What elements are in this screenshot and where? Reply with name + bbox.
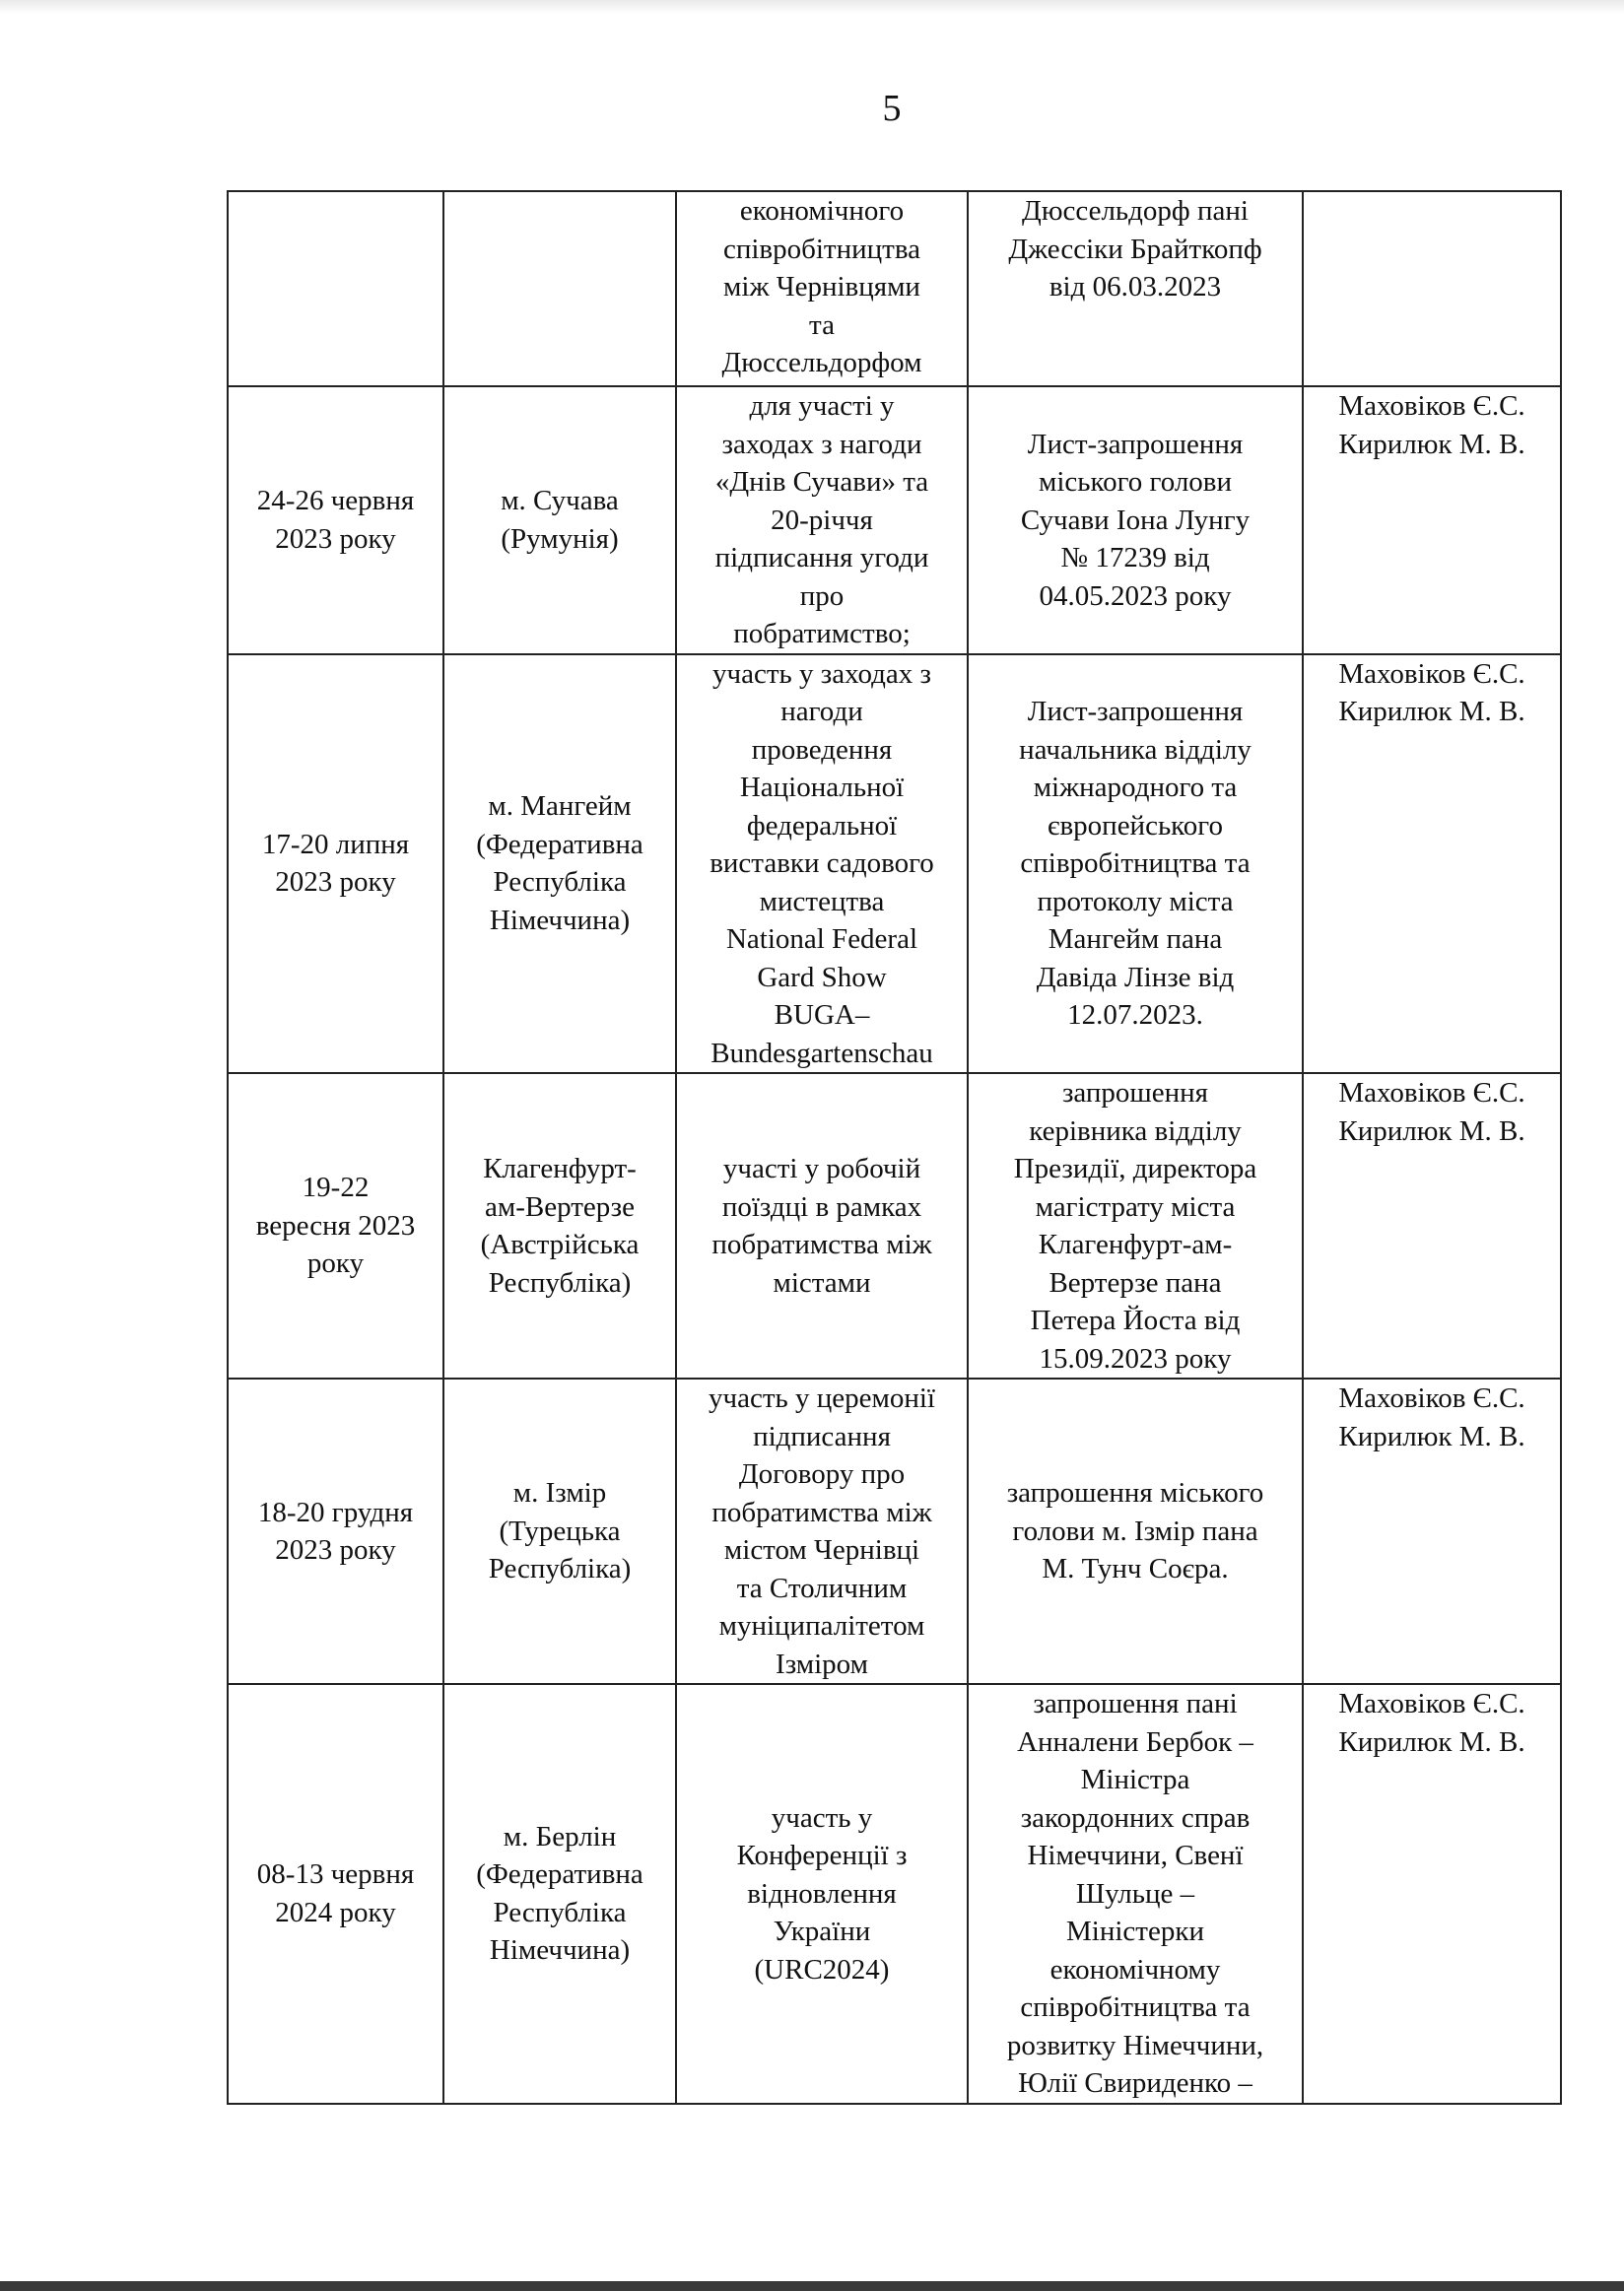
persons-cell: Маховіков Є.С. Кирилюк М. В. bbox=[1303, 1379, 1561, 1684]
table-row bbox=[228, 1684, 1561, 2104]
purpose-cell: участі у робочій поїздці в рамках побратимства між містами bbox=[676, 1073, 968, 1379]
persons-cell: Маховіков Є.С. Кирилюк М. В. bbox=[1303, 1684, 1561, 2104]
basis-cell: запрошення міського голови м. Ізмір пана М. Тунч Соєра. bbox=[968, 1379, 1303, 1684]
table-row bbox=[228, 1073, 1561, 1379]
date-cell: 19-22 вересня 2023 року bbox=[228, 1073, 443, 1379]
persons-cell: Маховіков Є.С. Кирилюк М. В. bbox=[1303, 1073, 1561, 1379]
place-cell bbox=[443, 191, 676, 386]
page-number: 5 bbox=[882, 88, 902, 129]
visits-table bbox=[227, 190, 1562, 2105]
table-row bbox=[228, 654, 1561, 1074]
date-cell: 18-20 грудня 2023 року bbox=[228, 1379, 443, 1684]
place-cell: Клагенфурт- ам-Вертерзе (Австрійська Республіка) bbox=[443, 1073, 676, 1379]
date-cell: 17-20 липня 2023 року bbox=[228, 654, 443, 1074]
basis-cell: запрошення пані Анналени Бербок – Міністра закордонних справ Німеччини, Свенї Шульце – Міністерки економічному співробітництва та розвитку Німеччини, Юлії Свириденко – bbox=[968, 1684, 1303, 2104]
date-cell: 08-13 червня 2024 року bbox=[228, 1684, 443, 2104]
table-row bbox=[228, 1379, 1561, 1684]
scan-edge-bottom bbox=[0, 2281, 1624, 2291]
basis-cell: Лист-запрошення міського голови Сучави Іона Лунгу № 17239 від 04.05.2023 року bbox=[968, 386, 1303, 654]
table-row bbox=[228, 386, 1561, 654]
basis-cell: Дюссельдорф пані Джессіки Брайткопф від 06.03.2023 bbox=[968, 191, 1303, 386]
place-cell: м. Мангейм (Федеративна Республіка Німеччина) bbox=[443, 654, 676, 1074]
persons-cell bbox=[1303, 191, 1561, 386]
purpose-cell: для участі у заходах з нагоди «Днів Сучави» та 20-річчя підписання угоди про побратимство; bbox=[676, 386, 968, 654]
date-cell: 24-26 червня 2023 року bbox=[228, 386, 443, 654]
place-cell: м. Сучава (Румунія) bbox=[443, 386, 676, 654]
purpose-cell: участь у заходах з нагоди проведення Національної федеральної виставки садового мистецтва National Federal Gard Show BUGA– Bundesgartenschau bbox=[676, 654, 968, 1074]
basis-cell: Лист-запрошення начальника відділу міжнародного та європейського співробітництва та протоколу міста Мангейм пана Давіда Лінзе від 12.07.2023. bbox=[968, 654, 1303, 1074]
place-cell: м. Берлін (Федеративна Республіка Німеччина) bbox=[443, 1684, 676, 2104]
purpose-cell: економічного співробітництва між Чернівцями та Дюссельдорфом bbox=[676, 191, 968, 386]
basis-cell: запрошення керівника відділу Президії, директора магістрату міста Клагенфурт-ам- Вертерзе пана Петера Йоста від 15.09.2023 року bbox=[968, 1073, 1303, 1379]
purpose-cell: участь у Конференції з відновлення України (URC2024) bbox=[676, 1684, 968, 2104]
table-row bbox=[228, 191, 1561, 386]
persons-cell: Маховіков Є.С. Кирилюк М. В. bbox=[1303, 654, 1561, 1074]
persons-cell: Маховіков Є.С. Кирилюк М. В. bbox=[1303, 386, 1561, 654]
scan-edge-top bbox=[0, 0, 1624, 14]
purpose-cell: участь у церемонії підписання Договору про побратимства між містом Чернівці та Столичним муніципалітетом Ізміром bbox=[676, 1379, 968, 1684]
place-cell: м. Ізмір (Турецька Республіка) bbox=[443, 1379, 676, 1684]
date-cell bbox=[228, 191, 443, 386]
